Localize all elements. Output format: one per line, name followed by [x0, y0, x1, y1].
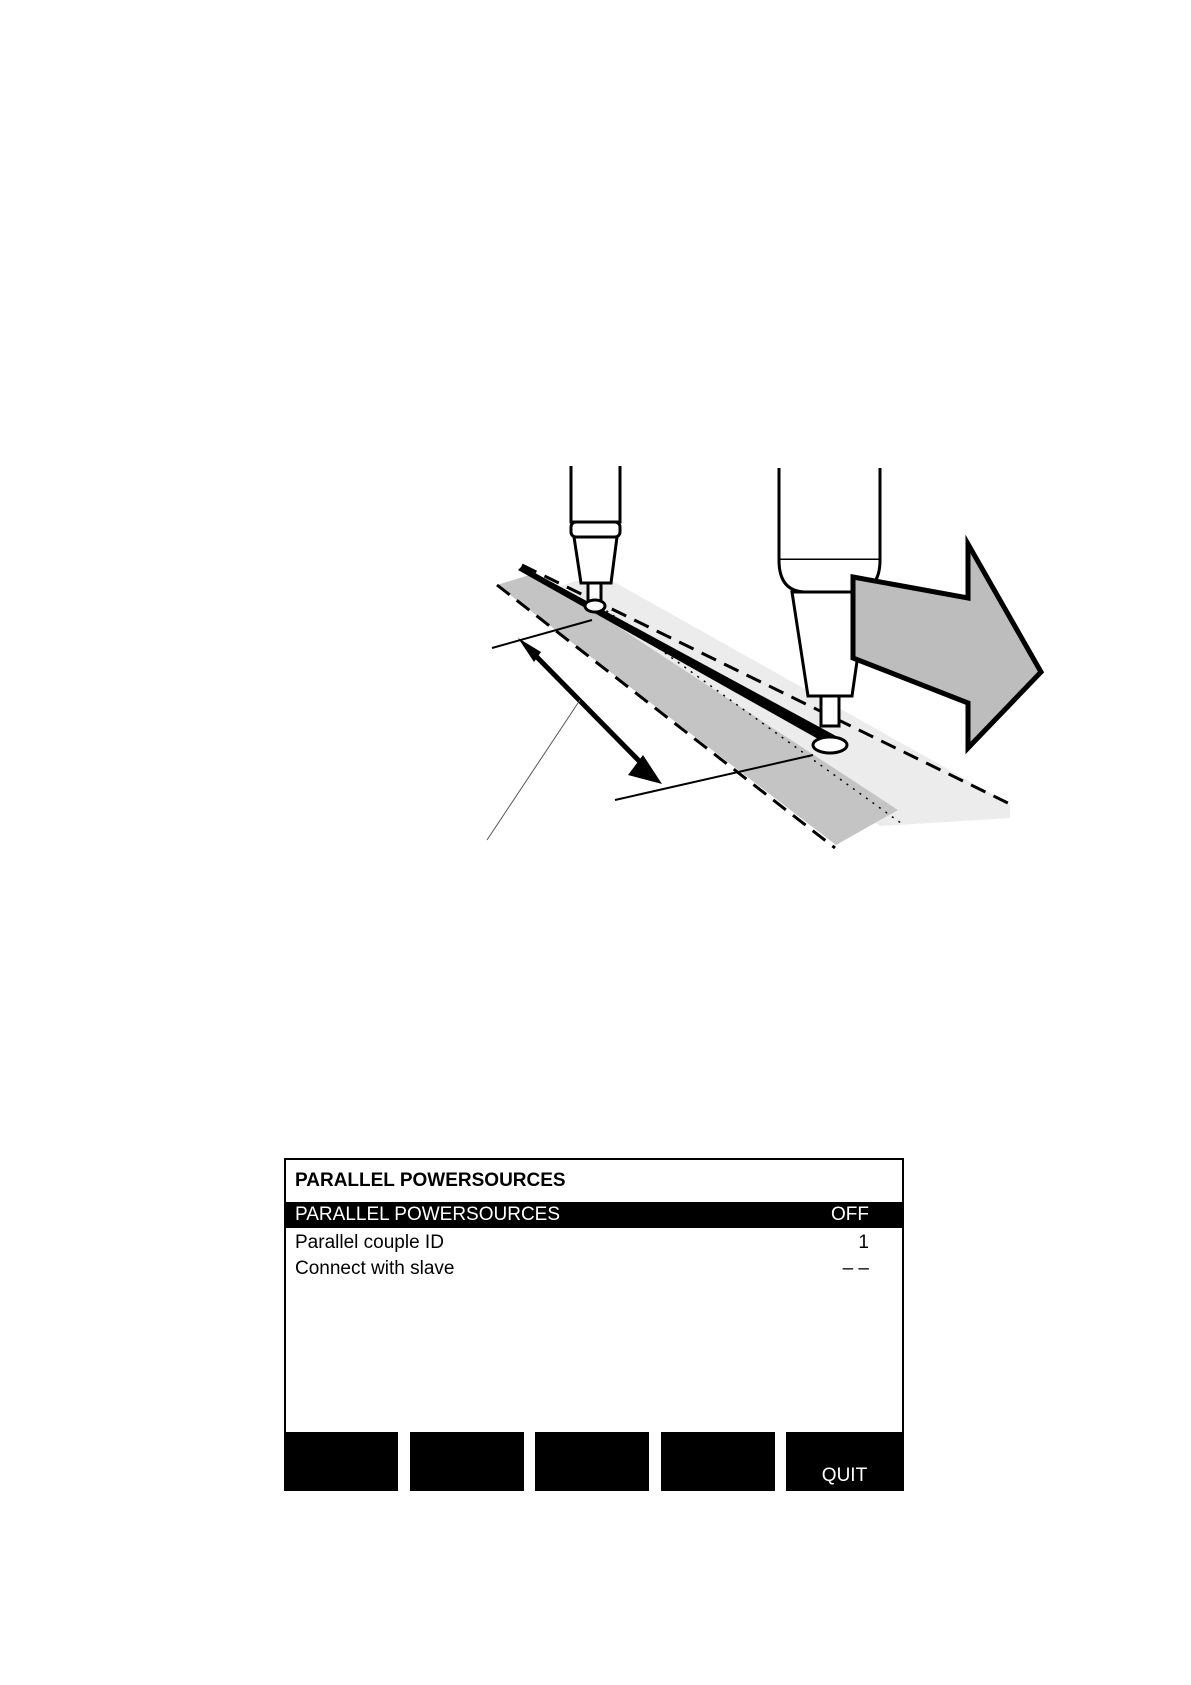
- softkey-4[interactable]: [661, 1432, 775, 1491]
- menu-row-value: OFF: [831, 1204, 869, 1225]
- menu-row-parallel-couple-id[interactable]: [286, 1230, 902, 1256]
- menu-row-label: Parallel couple ID: [295, 1232, 444, 1253]
- travel-direction-arrow: [853, 544, 1041, 748]
- softkey-label: QUIT: [821, 1465, 868, 1486]
- softkey-bar: [284, 1432, 904, 1491]
- screen-title: PARALLEL POWERSOURCES: [295, 1170, 566, 1191]
- softkey-2[interactable]: [410, 1432, 524, 1491]
- quit-button[interactable]: [786, 1432, 903, 1491]
- menu-row-label: Connect with slave: [295, 1258, 455, 1279]
- menu-row-connect-with-slave[interactable]: [286, 1256, 902, 1282]
- menu-row-value: – –: [842, 1258, 869, 1279]
- softkey-3[interactable]: [535, 1432, 649, 1491]
- leader-line: [487, 700, 580, 840]
- twin-torch-welding-illustration: [485, 460, 1060, 855]
- menu-row-parallel-powersources[interactable]: [286, 1202, 902, 1228]
- softkey-1[interactable]: [284, 1432, 398, 1491]
- menu-row-label: PARALLEL POWERSOURCES: [295, 1204, 561, 1225]
- arrow-head-bottom: [628, 755, 662, 784]
- menu-row-value: 1: [858, 1232, 869, 1253]
